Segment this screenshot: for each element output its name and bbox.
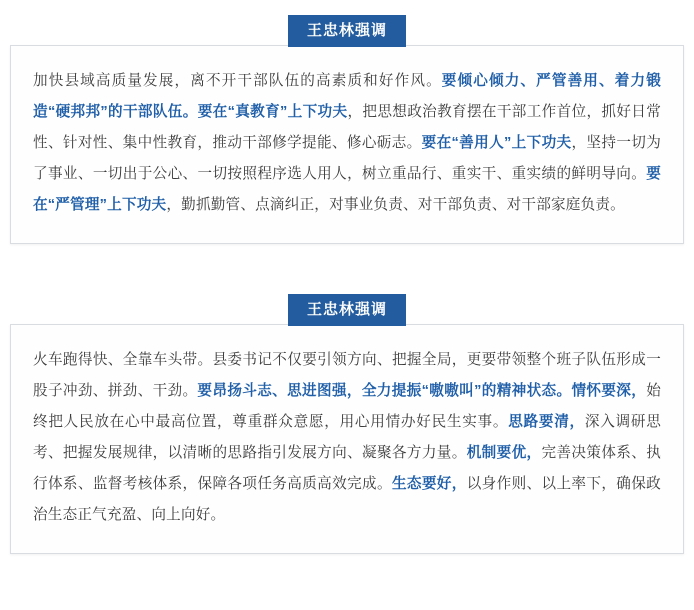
emphasised-run: 思路要清， <box>508 414 585 430</box>
quote-block-2 <box>10 287 684 555</box>
badge-row <box>10 8 684 46</box>
emphasised-run: 要倾心倾力、严管善用、着力锻造“硬邦邦”的干部队伍。 <box>33 73 661 120</box>
emphasised-run: 要在“真教育”上下功夫 <box>197 104 348 120</box>
quote-paragraph <box>33 66 661 221</box>
emphasised-run: 生态要好， <box>391 476 467 492</box>
quote-card <box>10 45 684 244</box>
quote-card <box>10 324 684 554</box>
quote-badge: 王忠林强调 <box>289 16 405 46</box>
emphasised-run: 要在“严管理”上下功夫 <box>33 166 661 213</box>
quote-paragraph <box>33 345 661 531</box>
text-run: ，勤抓勤管、点滴纠正，对事业负责、对干部负责、对干部家庭负责。 <box>166 197 625 213</box>
text-run: 始终把人民放在心中最高位置，尊重群众意愿，用心用情办好民生实事。 <box>33 383 661 430</box>
text-run: ，坚持一切为了事业、一切出于公心、一切按照程序选人用人，树立重品行、重实干、重实绩的鲜明导向。 <box>33 135 662 182</box>
emphasised-run: 情怀要深， <box>571 383 647 399</box>
badge-row <box>10 287 684 325</box>
text-run: 以身作则、以上率下，确保政治生态正气充盈、向上向好。 <box>33 476 661 523</box>
text-run: ，把思想政治教育摆在干部工作首位，抓好日常性、针对性、集中性教育，推动干部修学提能、修心砺志。 <box>33 104 662 151</box>
emphasised-run: 机制要优， <box>466 445 542 461</box>
emphasised-run: 要在“善用人”上下功夫 <box>421 135 572 151</box>
text-run: 深入调研思考、把握发展规律，以清晰的思路指引发展方向、凝聚各方力量。 <box>33 414 661 461</box>
emphasised-run: 要昂扬斗志、思进图强，全力提振“嗷嗷叫”的精神状态。 <box>197 383 572 399</box>
quote-badge: 王忠林强调 <box>289 295 405 325</box>
text-run: 火车跑得快、全靠车头带。县委书记不仅要引领方向、把握全局，更要带领整个班子队伍形成一股子冲劲、拼劲、干劲。 <box>33 352 661 399</box>
text-run: 加快县域高质量发展，离不开干部队伍的高素质和好作风。 <box>33 73 442 89</box>
quote-block-1 <box>10 8 684 245</box>
text-run: 完善决策体系、执行体系、监督考核体系，保障各项任务高质高效完成。 <box>33 445 661 492</box>
